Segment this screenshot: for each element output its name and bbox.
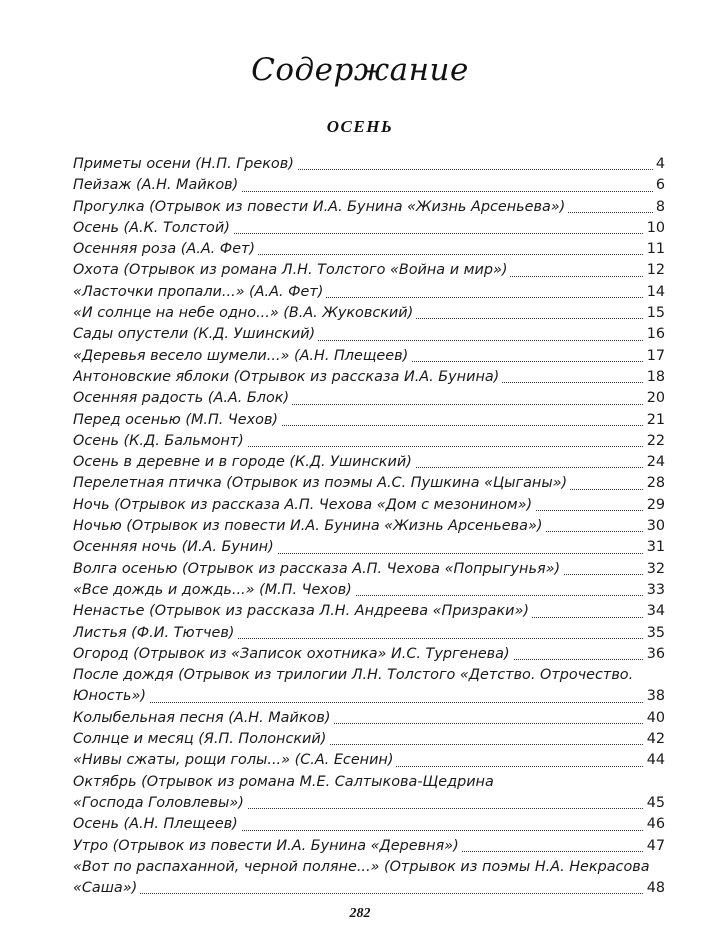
- toc-entry-title: «Ласточки пропали...» (А.А. Фет): [73, 284, 326, 300]
- toc-entry: [73, 410, 665, 431]
- toc-entry-page: 18: [644, 367, 665, 388]
- toc-entry-title: Юность»): [73, 688, 149, 704]
- toc-entry-title: Осень в деревне и в городе (К.Д. Ушинский): [73, 454, 415, 470]
- toc-entry: [73, 772, 665, 815]
- toc-entry-title-line: «Вот по распаханной, черной поляне...» (Отрывок из поэмы Н.А. Некрасова: [73, 858, 650, 875]
- toc-entry-page: 46: [644, 814, 665, 835]
- toc-entry-page: 42: [644, 729, 665, 750]
- toc-entry-title: Перелетная птичка (Отрывок из поэмы А.С. Пушкина «Цыганы»): [73, 475, 570, 491]
- toc-entry-title: Осенняя радость (А.А. Блок): [73, 390, 292, 406]
- toc-entry: [73, 324, 665, 345]
- page-number: 282: [349, 906, 371, 921]
- toc-entry: [73, 367, 665, 388]
- toc-entry-title: Листья (Ф.И. Тютчев): [73, 625, 237, 641]
- toc-entry-title: Пейзаж (А.Н. Майков): [73, 177, 241, 193]
- toc-entry-page: 30: [644, 516, 665, 537]
- toc-entry-title: «Деревья весело шумели...» (А.Н. Плещеев): [73, 348, 411, 364]
- toc-entry-page: 48: [644, 878, 665, 899]
- toc-entry-title: «Саша»): [73, 880, 140, 896]
- toc-entry-title: Утро (Отрывок из повести И.А. Бунина «Деревня»): [73, 838, 462, 854]
- toc-entry-page: 22: [644, 431, 665, 452]
- toc-entry-title: Перед осенью (М.П. Чехов): [73, 412, 281, 428]
- dot-leader: [73, 702, 665, 703]
- toc-entry-title: Охота (Отрывок из романа Л.Н. Толстого «Война и мир»): [73, 262, 510, 278]
- toc-entry: [73, 239, 665, 260]
- toc-entry-title: Ночью (Отрывок из повести И.А. Бунина «Жизнь Арсеньева»): [73, 518, 545, 534]
- toc-entry: [73, 644, 665, 665]
- toc-entry-title: Волга осенью (Отрывок из рассказа А.П. Чехова «Попрыгунья»): [73, 561, 563, 577]
- toc-entry-title-line: Октябрь (Отрывок из романа М.Е. Салтыкова-Щедрина: [73, 773, 494, 790]
- toc-entry: [73, 431, 665, 452]
- toc-entry-page: 38: [644, 686, 665, 707]
- toc-entry-title: Ненастье (Отрывок из рассказа Л.Н. Андреева «Призраки»): [73, 603, 532, 619]
- toc-entry: [73, 346, 665, 367]
- toc-entry-page: 31: [644, 537, 665, 558]
- toc-entry-page: 8: [653, 197, 665, 218]
- toc-entry-page: 47: [644, 836, 665, 857]
- toc-entry-page: 6: [653, 175, 665, 196]
- toc-entry: [73, 452, 665, 473]
- toc-entry: [73, 750, 665, 771]
- toc-entry-title: Осень (А.Н. Плещеев): [73, 816, 241, 832]
- toc-entry-page: 35: [644, 623, 665, 644]
- toc-entry: [73, 729, 665, 750]
- toc-entry: [73, 473, 665, 494]
- toc-entry-title: «И солнце на небе одно...» (В.А. Жуковский): [73, 305, 416, 321]
- toc-entry-page: 24: [644, 452, 665, 473]
- toc-entry: [73, 559, 665, 580]
- toc-entry-page: 29: [644, 495, 665, 516]
- toc-entry-title: Прогулка (Отрывок из повести И.А. Бунина «Жизнь Арсеньева»): [73, 199, 568, 215]
- toc-entry-page: 20: [644, 388, 665, 409]
- toc-entry-page: 4: [653, 154, 665, 175]
- toc-entry-title: Огород (Отрывок из «Записок охотника» И.С. Тургенева): [73, 646, 513, 662]
- table-of-contents: [73, 154, 665, 899]
- section-heading: ОСЕНЬ: [326, 117, 394, 136]
- toc-entry: [73, 601, 665, 622]
- toc-entry-last-line: [73, 878, 665, 899]
- toc-entry-page: 45: [644, 793, 665, 814]
- toc-entry-title: Приметы осени (Н.П. Греков): [73, 156, 297, 172]
- toc-entry: [73, 623, 665, 644]
- toc-entry: [73, 516, 665, 537]
- toc-entry-title: Осенняя ночь (И.А. Бунин): [73, 539, 277, 555]
- toc-entry-page: 11: [644, 239, 665, 260]
- toc-entry-page: 40: [644, 708, 665, 729]
- toc-entry-page: 33: [644, 580, 665, 601]
- toc-entry-page: 34: [644, 601, 665, 622]
- toc-entry-page: 21: [644, 410, 665, 431]
- toc-entry-title: Осень (А.К. Толстой): [73, 220, 233, 236]
- toc-entry: [73, 282, 665, 303]
- toc-entry-page: 32: [644, 559, 665, 580]
- toc-entry-title: Солнце и месяц (Я.П. Полонский): [73, 731, 329, 747]
- toc-entry-page: 14: [644, 282, 665, 303]
- toc-entry: [73, 495, 665, 516]
- dot-leader: [73, 893, 665, 894]
- toc-entry: [73, 708, 665, 729]
- toc-entry: [73, 857, 665, 900]
- toc-entry-page: 17: [644, 346, 665, 367]
- toc-entry-title: Сады опустели (К.Д. Ушинский): [73, 326, 318, 342]
- toc-entry-title: Осень (К.Д. Бальмонт): [73, 433, 247, 449]
- toc-entry-last-line: [73, 793, 665, 814]
- toc-entry-page: 15: [644, 303, 665, 324]
- toc-entry: [73, 537, 665, 558]
- toc-entry-title: Антоновские яблоки (Отрывок из рассказа И.А. Бунина): [73, 369, 502, 385]
- toc-entry: [73, 260, 665, 281]
- toc-entry-page: 16: [644, 324, 665, 345]
- toc-entry: [73, 836, 665, 857]
- toc-entry-page: 12: [644, 260, 665, 281]
- toc-entry-title: Осенняя роза (А.А. Фет): [73, 241, 258, 257]
- toc-entry-title: Колыбельная песня (А.Н. Майков): [73, 710, 333, 726]
- toc-entry-page: 10: [644, 218, 665, 239]
- toc-entry-title: Ночь (Отрывок из рассказа А.П. Чехова «Дом с мезонином»): [73, 497, 535, 513]
- toc-entry: [73, 388, 665, 409]
- toc-entry: [73, 218, 665, 239]
- toc-entry: [73, 303, 665, 324]
- toc-entry-page: 44: [644, 750, 665, 771]
- toc-entry: [73, 580, 665, 601]
- toc-entry-page: 36: [644, 644, 665, 665]
- toc-entry-title: «Господа Головлевы»): [73, 795, 247, 811]
- toc-entry: [73, 154, 665, 175]
- toc-entry: [73, 665, 665, 708]
- toc-entry-title: «Нивы сжаты, рощи голы...» (С.А. Есенин): [73, 752, 396, 768]
- toc-entry: [73, 814, 665, 835]
- toc-entry: [73, 197, 665, 218]
- toc-entry-last-line: [73, 686, 665, 707]
- toc-entry-title-line: После дождя (Отрывок из трилогии Л.Н. Толстого «Детство. Отрочество.: [73, 667, 634, 684]
- toc-entry-page: 28: [644, 473, 665, 494]
- toc-entry-title: «Все дождь и дождь...» (М.П. Чехов): [73, 582, 355, 598]
- page-title: Содержание: [251, 52, 469, 88]
- toc-entry: [73, 175, 665, 196]
